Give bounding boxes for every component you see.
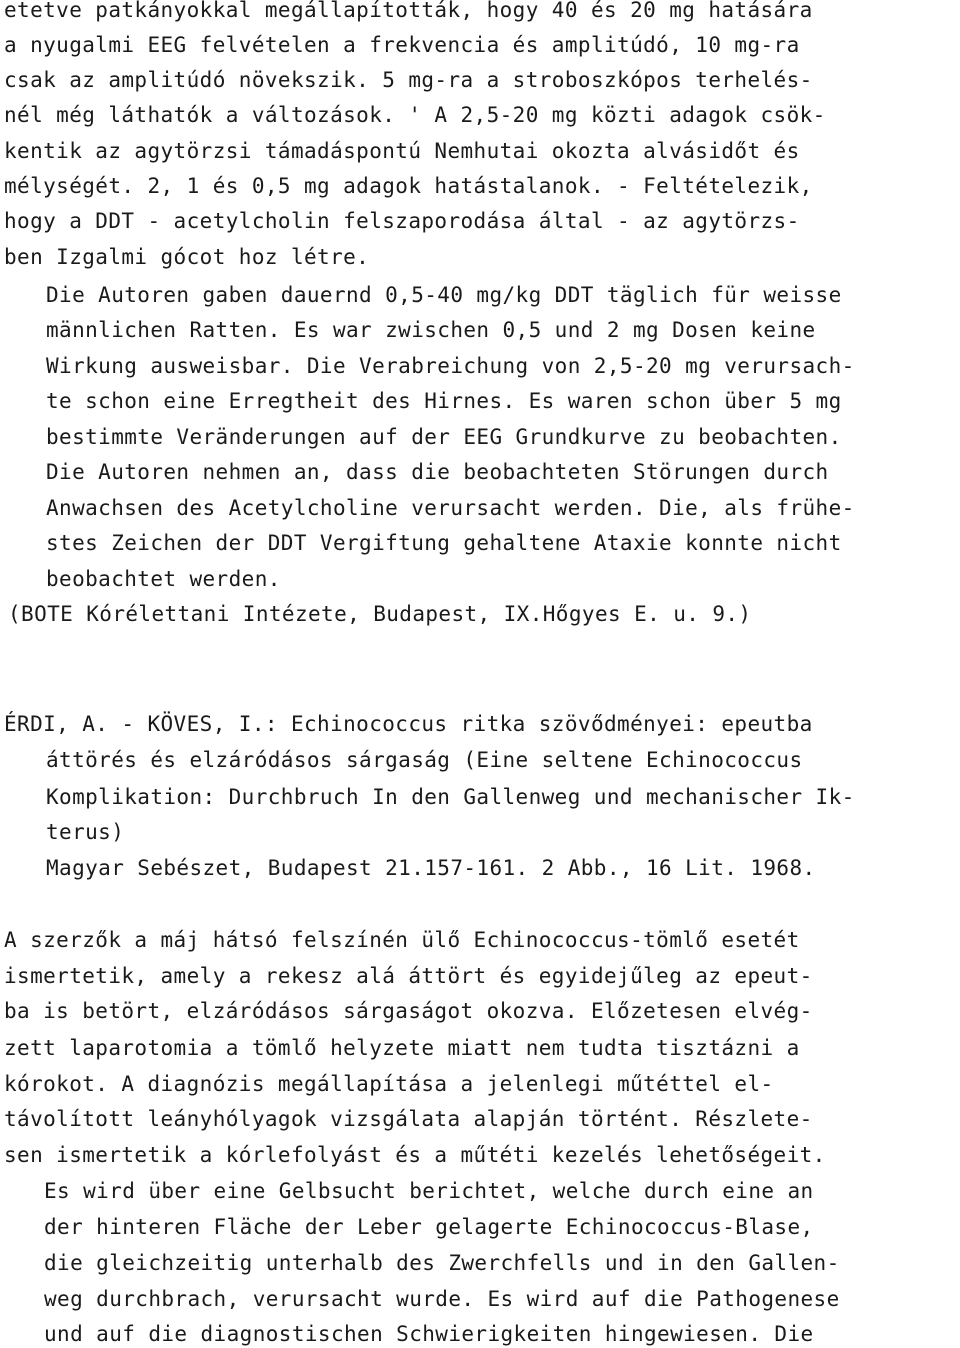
citation-title-line: ÉRDI, A. - KÖVES, I.: Echinococcus ritka szövődményei: epeutba	[4, 712, 813, 736]
text-line: csak az amplitúdó növekszik. 5 mg-ra a stroboszkópos terhelés-	[4, 68, 813, 92]
text-line: Die Autoren gaben dauernd 0,5-40 mg/kg DDT täglich für weisse	[46, 283, 842, 307]
text-line: ben Izgalmi gócot hoz létre.	[4, 245, 370, 269]
text-line: Es wird über eine Gelbsucht berichtet, welche durch eine an	[44, 1179, 814, 1203]
text-line: bestimmte Veränderungen auf der EEG Grundkurve zu beobachten.	[46, 425, 842, 449]
text-line: weg durchbrach, verursacht wurde. Es wird auf die Pathogenese	[44, 1287, 840, 1311]
text-line: ba is betört, elzáródásos sárgaságot okozva. Előzetesen elvég-	[4, 999, 813, 1023]
text-line: Die Autoren nehmen an, dass die beobachteten Störungen durch	[46, 460, 829, 484]
text-line: der hinteren Fläche der Leber gelagerte Echinococcus-Blase,	[44, 1215, 814, 1239]
text-line: a nyugalmi EEG felvételen a frekvencia és amplitúdó, 10 mg-ra	[4, 33, 800, 57]
text-line: stes Zeichen der DDT Vergiftung gehaltene Ataxie konnte nicht	[46, 531, 842, 555]
text-line: távolított leányhólyagok vizsgálata alapján történt. Részlete-	[4, 1107, 813, 1131]
text-line: A szerzők a máj hátsó felszínén ülő Echinococcus-tömlő esetét	[4, 928, 800, 952]
text-line: mélységét. 2, 1 és 0,5 mg adagok hatástalanok. - Feltételezik,	[4, 174, 813, 198]
text-line: beobachtet werden.	[46, 567, 281, 591]
citation-title-line: áttörés és elzáródásos sárgaság (Eine seltene Echinococcus	[46, 748, 803, 772]
text-line: und auf die diagnostischen Schwierigkeiten hingewiesen. Die	[44, 1322, 814, 1346]
text-line: ismertetik, amely a rekesz alá áttört és egyidejűleg az epeut-	[4, 964, 813, 988]
affiliation-line: (BOTE Kórélettani Intézete, Budapest, IX.Hőgyes E. u. 9.)	[8, 602, 752, 626]
text-line: Wirkung ausweisbar. Die Verabreichung von 2,5-20 mg verursach-	[46, 354, 855, 378]
text-line: sen ismertetik a kórlefolyást és a műtéti kezelés lehetőségeit.	[4, 1143, 826, 1167]
citation-title-line: Komplikation: Durchbruch In den Gallenweg und mechanischer Ik-	[46, 785, 855, 809]
text-line: etetve patkányokkal megállapították, hogy 40 és 20 mg hatására	[4, 0, 813, 22]
text-line: kórokot. A diagnózis megállapítása a jelenlegi műtéttel el-	[4, 1072, 774, 1096]
citation-source-line: Magyar Sebészet, Budapest 21.157-161. 2 Abb., 16 Lit. 1968.	[46, 856, 816, 880]
text-line: kentik az agytörzsi támadáspontú Nemhutai okozta alvásidőt és	[4, 139, 800, 163]
text-line: te schon eine Erregtheit des Hirnes. Es waren schon über 5 mg	[46, 389, 842, 413]
text-line: hogy a DDT - acetylcholin felszaporodása által - az agytörzs-	[4, 209, 800, 233]
text-line: männlichen Ratten. Es war zwischen 0,5 und 2 mg Dosen keine	[46, 318, 816, 342]
text-line: Anwachsen des Acetylcholine verursacht werden. Die, als frühe-	[46, 496, 855, 520]
citation-title-line: terus)	[46, 820, 125, 844]
text-line: zett laparotomia a tömlő helyzete miatt nem tudta tisztázni a	[4, 1036, 800, 1060]
text-line: die gleichzeitig unterhalb des Zwerchfells und in den Gallen-	[44, 1251, 840, 1275]
text-line: nél még láthatók a változások. ' A 2,5-20 mg közti adagok csök-	[4, 103, 826, 127]
